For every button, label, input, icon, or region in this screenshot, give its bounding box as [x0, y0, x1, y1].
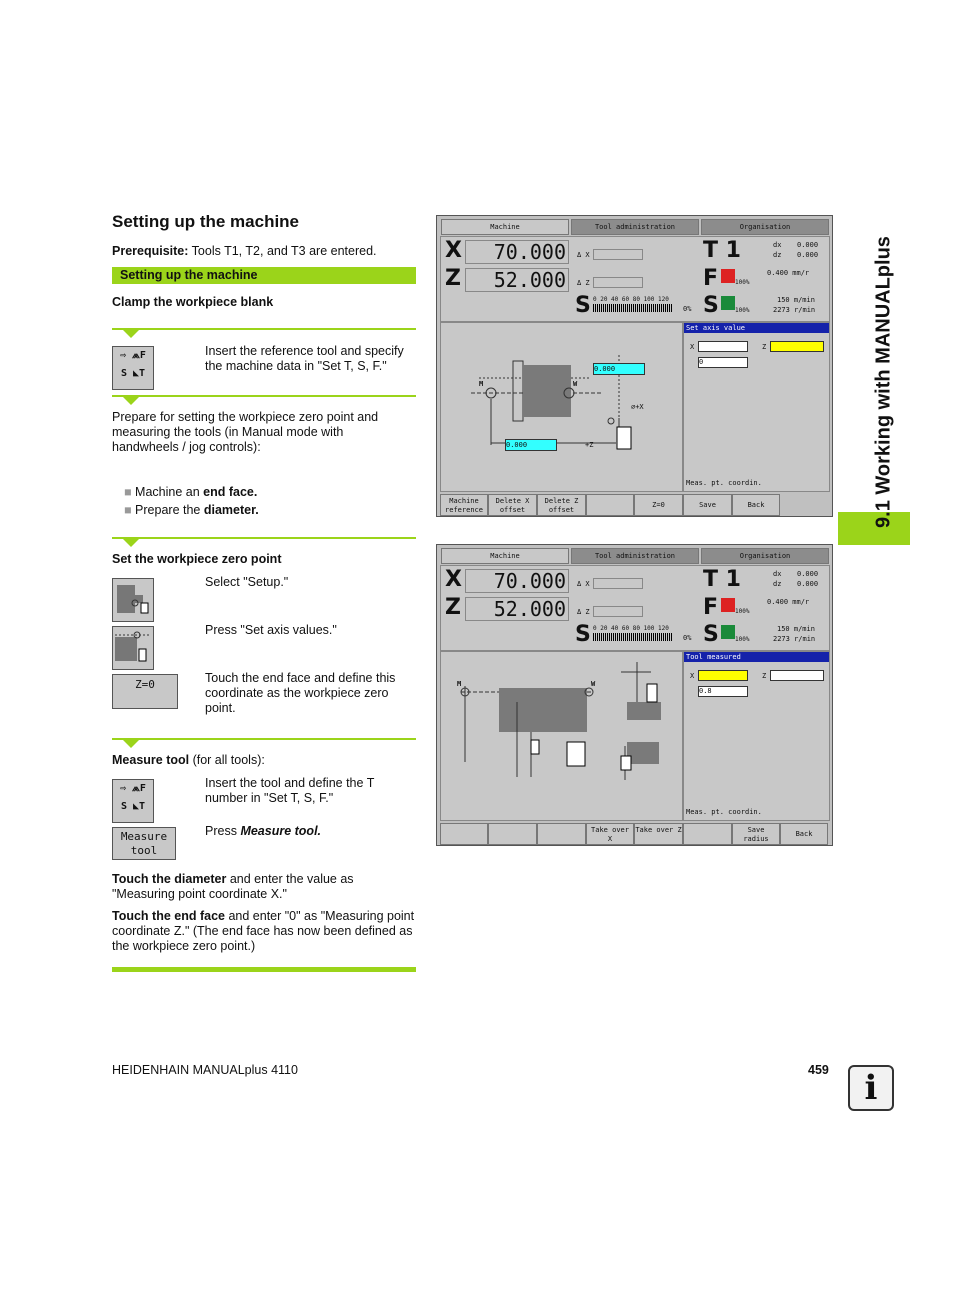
feed-label: F: [703, 595, 719, 620]
spindle-label: S: [703, 293, 719, 318]
screenshot-set-axis: [436, 215, 833, 517]
tool-measure-drawing: [441, 652, 682, 820]
setup-icon-graphic: [113, 579, 153, 621]
divider: [112, 395, 416, 397]
measure-italic: Measure tool.: [240, 824, 322, 838]
touch-diam-bold: Touch the diameter: [112, 872, 227, 886]
measure-key-line1: Measure: [120, 830, 168, 843]
z0-softkey-label: Z=0: [135, 678, 155, 691]
divider: [112, 537, 416, 539]
field-x-label: X: [690, 672, 695, 680]
delta-z-label: Δ Z: [577, 279, 590, 287]
s-label: S: [575, 293, 591, 318]
touch-end-text: Touch the end face and define this coordinate as the workpiece zero point.: [205, 671, 396, 715]
softkey-take-over-z[interactable]: Take over Z: [634, 823, 683, 845]
axis-x-label: ⌀+X: [631, 403, 644, 411]
scale-label: 0 20 40 60 80 100 120: [593, 296, 669, 303]
dialog-title: Tool measured: [684, 652, 829, 662]
feed-label: F: [703, 266, 719, 291]
divider-arrow: [123, 330, 139, 338]
press-measure-line: [205, 824, 321, 839]
bullet-square-icon: ■: [124, 503, 132, 517]
feed-value: 0.400 mm/r: [767, 598, 810, 606]
field-z-input[interactable]: [770, 341, 824, 352]
field-radius-value[interactable]: 0.8: [698, 686, 748, 697]
dx-value: 0.000: [797, 570, 819, 578]
select-setup-text: Select "Setup.": [205, 575, 289, 589]
touch-diameter-text: [112, 872, 402, 902]
x-axis-label: X: [445, 567, 462, 592]
bullet-pre: Prepare the: [135, 503, 204, 517]
field-z-label: Z: [762, 672, 767, 680]
set-tsf-icon: [112, 779, 154, 823]
delta-x-bar: [593, 578, 643, 589]
softkey-empty[interactable]: [488, 823, 537, 845]
x-position-value: 70.000: [465, 240, 569, 264]
field-z-input[interactable]: [770, 670, 824, 681]
divider-arrow: [123, 397, 139, 405]
set-tsf-icon-line1: ⇨ ⩕F: [120, 350, 146, 361]
dz-value: 0.000: [797, 580, 819, 588]
dz-value: 0.000: [797, 251, 819, 259]
press-label: Press: [205, 824, 241, 838]
press-set-axis-text: Press "Set axis values.": [205, 623, 337, 637]
feed-value: 0.400 mm/r: [767, 269, 810, 277]
field-z-label: Z: [762, 343, 767, 351]
status-text: Meas. pt. coordin.: [686, 808, 762, 816]
set-axis-icon-graphic: [113, 627, 153, 669]
screenshot-tool-measured: [436, 544, 833, 846]
z-axis-label: Z: [445, 595, 461, 620]
dialog-panel: [683, 651, 830, 821]
insert-ref-text: Insert the reference tool and specify the machine data in "Set T, S, F.": [205, 344, 404, 373]
tab-organisation: Organisation: [701, 548, 829, 564]
zero-pct: 0%: [683, 305, 692, 313]
dz-label: dz: [773, 251, 782, 259]
dx-label: dx: [773, 241, 782, 249]
tab-organisation: Organisation: [701, 219, 829, 235]
prerequisite: [112, 244, 377, 259]
z-position-value: 52.000: [465, 597, 569, 621]
tab-machine: Machine: [441, 548, 569, 564]
softkey-delete-x[interactable]: Delete X offset: [488, 494, 537, 516]
spindle-icon: [721, 625, 735, 639]
chapter-title-text: 9.1 Working with MANUALplus: [872, 236, 895, 528]
end-bar: [112, 967, 416, 972]
softkey-empty[interactable]: [683, 823, 732, 845]
divider: [112, 738, 416, 740]
delta-x-bar: [593, 249, 643, 260]
softkey-empty[interactable]: [586, 494, 634, 516]
speed1-value: 150 m/min: [777, 625, 815, 633]
x-position-value: 70.000: [465, 569, 569, 593]
divider-arrow: [123, 740, 139, 748]
touch-face-text: [112, 909, 417, 954]
position-panel: [440, 236, 830, 322]
measure-tool-line: [112, 753, 265, 768]
dialog-panel: [683, 322, 830, 492]
axis-z-label: +Z: [585, 441, 594, 449]
drawing-z-value: 0.000: [505, 439, 557, 451]
drawing-x-value: 0.000: [593, 363, 645, 375]
setup-icon: [112, 578, 154, 622]
spindle-pct: 100%: [735, 636, 750, 643]
softkey-empty[interactable]: [537, 823, 586, 845]
field-x-label: X: [690, 343, 695, 351]
bullet-bold: end face.: [203, 485, 258, 499]
banner: [112, 267, 416, 284]
tab-tool-admin: Tool administration: [571, 548, 699, 564]
set-zero-title: Set the workpiece zero point: [112, 552, 282, 566]
feed-override-icon: [721, 269, 735, 283]
spindle-scale-bar: [593, 633, 673, 641]
softkey-delete-z[interactable]: Delete Z offset: [537, 494, 586, 516]
speed2-value: 2273 r/min: [773, 306, 816, 314]
delta-x-label: Δ X: [577, 580, 590, 588]
bullet-item: [124, 485, 257, 500]
drawing-panel: [440, 651, 683, 821]
softkey-save-radius[interactable]: Save radius: [732, 823, 780, 845]
touch-diam-rest: and enter the value as "Measuring point coordinate X.": [112, 872, 354, 901]
scale-label: 0 20 40 60 80 100 120: [593, 625, 669, 632]
chapter-title: [871, 215, 895, 550]
bullet-bold: diameter.: [203, 503, 259, 517]
feed-override-icon: [721, 598, 735, 612]
z0-softkey[interactable]: [112, 674, 178, 709]
position-panel: [440, 565, 830, 651]
info-icon: [848, 1065, 894, 1111]
touch-face-rest: and enter "0" as "Measuring point coordinate Z." (The end face has now been defined as the workpiece zero point.): [112, 909, 415, 953]
tab-machine: Machine: [441, 219, 569, 235]
banner-text: Setting up the machine: [120, 268, 258, 282]
insert-tool-text: Insert the tool and define the T number in "Set T, S, F.": [205, 776, 375, 805]
softkey-z0[interactable]: Z=0: [634, 494, 683, 516]
section-title: Setting up the machine: [112, 212, 300, 231]
footer-left: HEIDENHAIN MANUALplus 4110: [112, 1063, 298, 1077]
touch-face-bold: Touch the end face: [112, 909, 225, 923]
divider-arrow: [123, 539, 139, 547]
softkey-back[interactable]: Back: [780, 823, 828, 845]
step-clamp: Clamp the workpiece blank: [112, 295, 274, 309]
set-tsf-icon-line2: S ◣T: [120, 801, 146, 812]
x-axis-label: X: [445, 238, 462, 263]
speed1-value: 150 m/min: [777, 296, 815, 304]
spindle-scale-bar: [593, 304, 673, 312]
field-x-input[interactable]: [698, 341, 748, 352]
field-x-value[interactable]: 0: [698, 357, 748, 368]
delta-x-label: Δ X: [577, 251, 590, 259]
label-w: W: [591, 680, 596, 688]
z-axis-label: Z: [445, 266, 461, 291]
dx-value: 0.000: [797, 241, 819, 249]
set-tsf-icon-line1: ⇨ ⩕F: [120, 783, 146, 794]
softkey-back[interactable]: Back: [732, 494, 780, 516]
prerequisite-label: Prerequisite:: [112, 244, 189, 258]
label-m: M: [457, 680, 462, 688]
measure-key-line2: tool: [130, 844, 158, 857]
tool-label: T 1: [703, 567, 741, 592]
delta-z-bar: [593, 277, 643, 288]
bullet-pre: Machine an: [135, 485, 204, 499]
softkey-empty[interactable]: [440, 823, 488, 845]
softkey-take-over-x[interactable]: Take over X: [586, 823, 634, 845]
info-icon-glyph: i: [864, 1068, 878, 1108]
softkey-machine-reference[interactable]: Machine reference: [440, 494, 488, 516]
bullet-square-icon: ■: [124, 485, 132, 499]
measure-tool-softkey[interactable]: [112, 827, 176, 860]
spindle-label: S: [703, 622, 719, 647]
set-axis-icon: [112, 626, 154, 670]
page-number: 459: [808, 1063, 829, 1077]
label-w: W: [573, 380, 578, 388]
prerequisite-text: Tools T1, T2, and T3 are entered.: [188, 244, 377, 258]
z-position-value: 52.000: [465, 268, 569, 292]
softkey-save[interactable]: Save: [683, 494, 732, 516]
prepare-text: Prepare for setting the workpiece zero point and measuring the tools (in Manual mode with handwheels / jog controls):: [112, 410, 379, 454]
delta-z-label: Δ Z: [577, 608, 590, 616]
bullet-item: [124, 503, 259, 518]
measure-tool-label: Measure tool: [112, 753, 190, 767]
set-tsf-icon: [112, 346, 154, 390]
set-tsf-icon-line2: S ◣T: [120, 368, 146, 379]
s-label: S: [575, 622, 591, 647]
delta-z-bar: [593, 606, 643, 617]
zero-pct: 0%: [683, 634, 692, 642]
spindle-icon: [721, 296, 735, 310]
label-m: M: [479, 380, 484, 388]
dx-label: dx: [773, 570, 782, 578]
dialog-title: Set axis value: [684, 323, 829, 333]
spindle-pct: 100%: [735, 307, 750, 314]
drawing-panel: [440, 322, 683, 492]
status-text: Meas. pt. coordin.: [686, 479, 762, 487]
tool-label: T 1: [703, 238, 741, 263]
speed2-value: 2273 r/min: [773, 635, 816, 643]
tab-tool-admin: Tool administration: [571, 219, 699, 235]
measure-tool-suffix: (for all tools):: [189, 753, 265, 767]
dz-label: dz: [773, 580, 782, 588]
workpiece-drawing: [441, 323, 682, 491]
divider: [112, 328, 416, 330]
feed-pct: 100%: [735, 608, 750, 615]
field-x-input[interactable]: [698, 670, 748, 681]
feed-pct: 100%: [735, 279, 750, 286]
